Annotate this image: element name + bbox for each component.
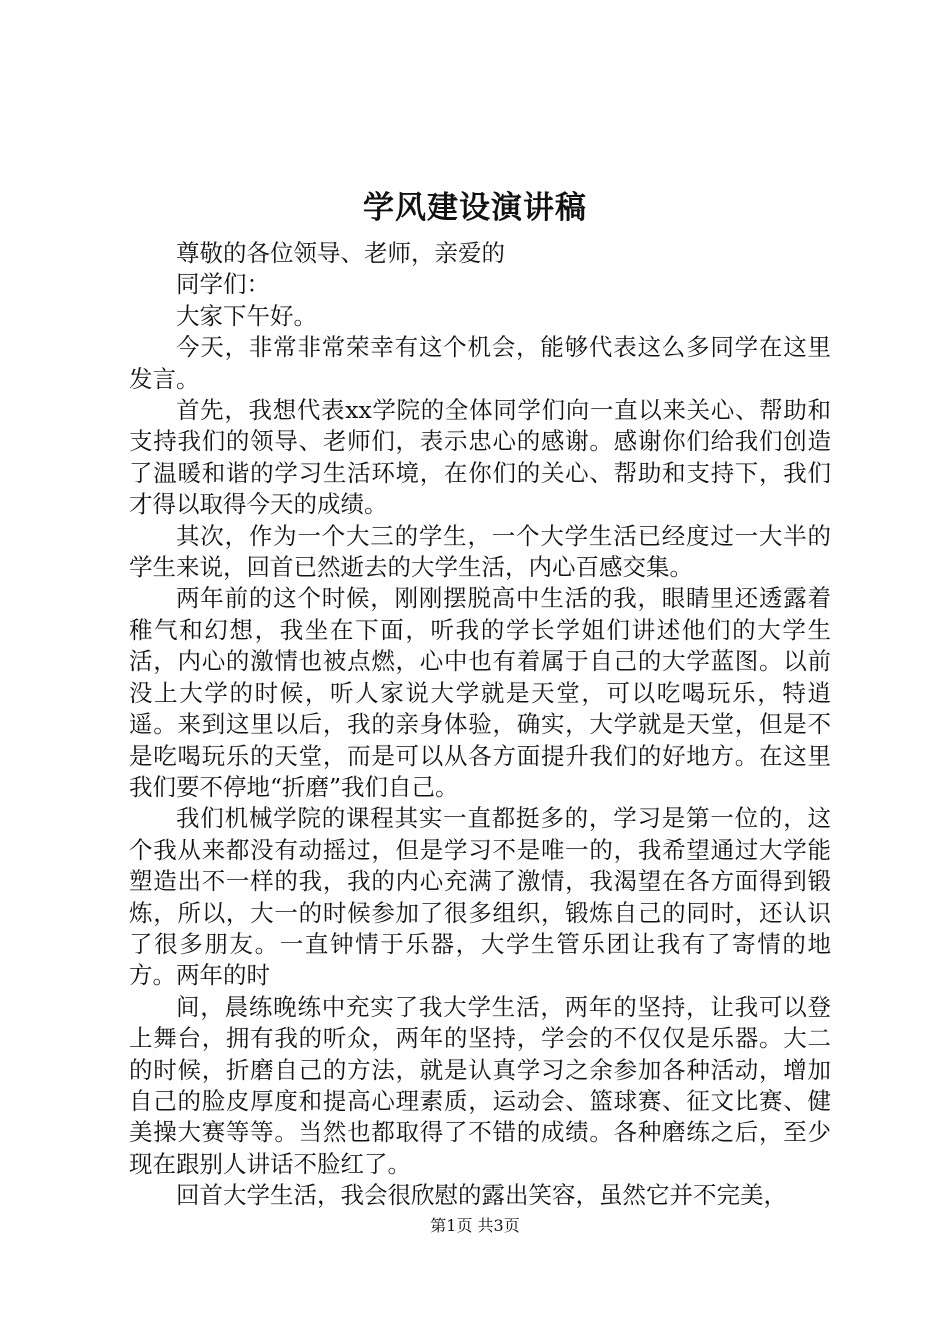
paragraph: 回首大学生活，我会很欣慰的露出笑容，虽然它并不完美， (176, 1181, 787, 1210)
paragraph: 今天，非常非常荣幸有这个机会，能够代表这么多同学在这里发言。 (129, 333, 831, 393)
paragraph: 大家下午好。 (176, 301, 317, 330)
paragraph: 间，晨练晚练中充实了我大学生活，两年的坚持，让我可以登上舞台，拥有我的听众，两年的坚持，学会的不仅仅是乐器。大二的时候，折磨自己的方法，就是认真学习之余参加各种活动，增加自己的脸皮厚度和提高心理素质，运动会、篮球赛、征文比赛、健美操大赛等等。当然也都取得了不错的成绩。各种磨练之后，至少现在跟别人讲话不脸红了。 (129, 992, 831, 1178)
paragraph: 两年前的这个时候，刚刚摆脱高中生活的我，眼睛里还透露着稚气和幻想，我坐在下面，听我的学长学姐们讲述他们的大学生活，内心的激情也被点燃，心中也有着属于自己的大学蓝图。以前没上大学的时候，听人家说大学就是天堂，可以吃喝玩乐，特逍遥。来到这里以后，我的亲身体验，确实，大学就是天堂，但是不是吃喝玩乐的天堂，而是可以从各方面提升我们的好地方。在这里我们要不停地“折磨”我们自己。 (129, 584, 831, 801)
paragraph: 尊敬的各位领导、老师，亲爱的 (176, 239, 505, 267)
paragraph: 我们机械学院的课程其实一直都挺多的，学习是第一位的，这个我从来都没有动摇过，但是学习不是唯一的，我希望通过大学能塑造出不一样的我，我的内心充满了激情，我渴望在各方面得到锻炼，所以，大一的时候参加了很多组织，锻炼自己的同时，还认识了很多朋友。一直钟情于乐器，大学生管乐团让我有了寄情的地方。两年的时 (129, 804, 831, 990)
paragraph: 同学们： (176, 270, 270, 299)
paragraph: 首先，我想代表xx学院的全体同学们向一直以来关心、帮助和支持我们的领导、老师们，表示忠心的感谢。感谢你们给我们创造了温暖和谐的学习生活环境，在你们的关心、帮助和支持下，我们才得以取得今天的成绩。 (129, 396, 831, 519)
paragraph: 其次，作为一个大三的学生，一个大学生活已经度过一大半的学生来说，回首已然逝去的大学生活，内心百感交集。 (129, 521, 831, 582)
page-footer: 第1页 共3页 (430, 1216, 520, 1235)
page-title: 学风建设演讲稿 (363, 190, 587, 226)
document-body (129, 238, 831, 1212)
